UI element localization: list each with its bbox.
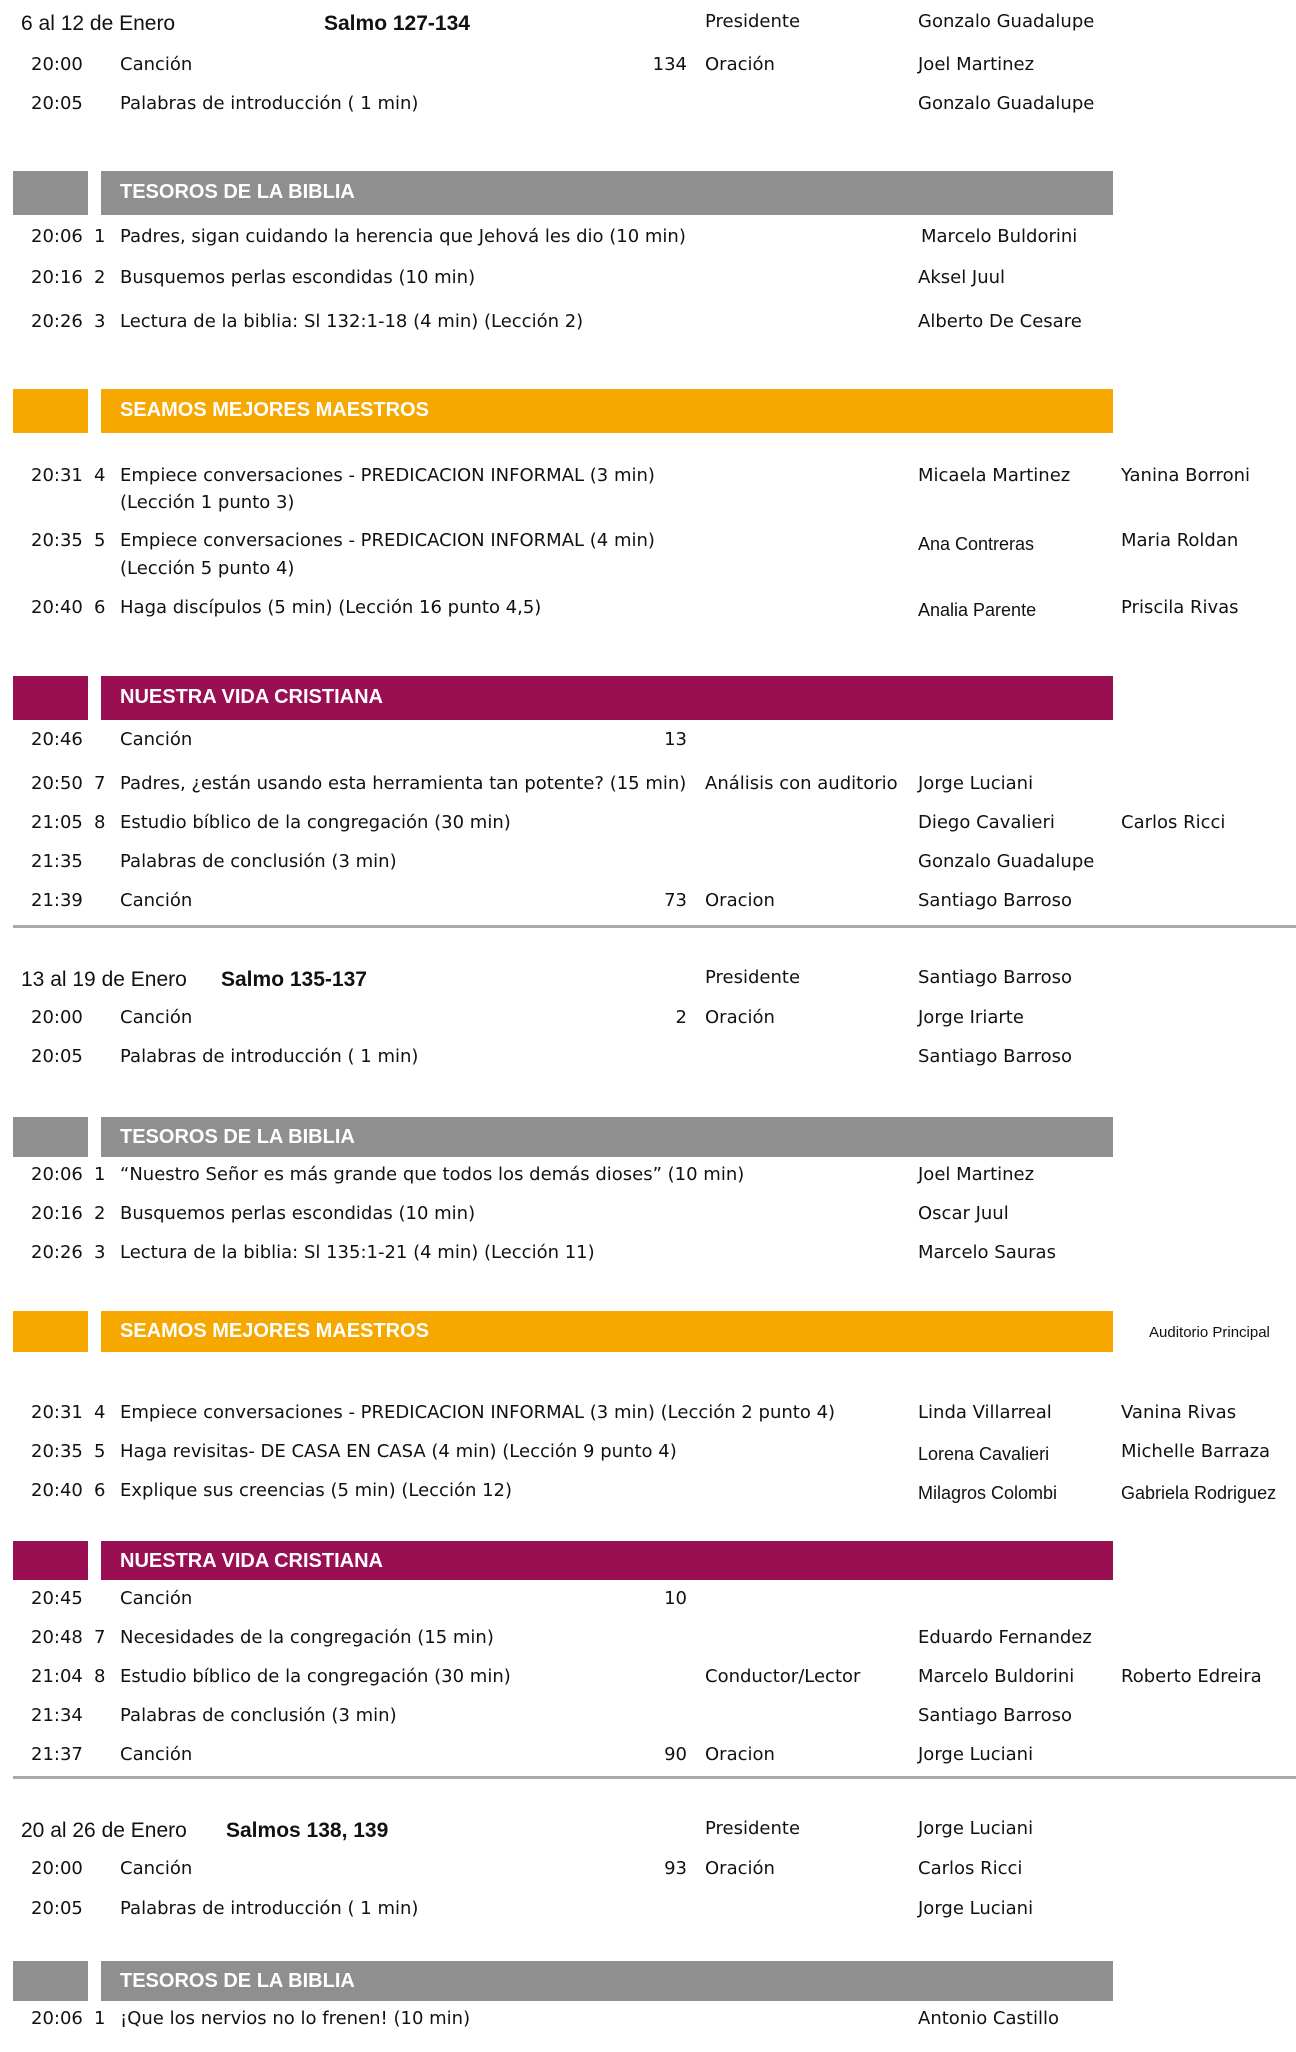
song-label: Canción: [120, 1858, 193, 1879]
part-number: 6: [94, 1480, 106, 1501]
assignee: Eduardo Fernandez: [918, 1627, 1092, 1648]
time: 20:40: [31, 1480, 83, 1501]
assignee: Joel Martinez: [918, 1164, 1035, 1185]
time: 20:16: [31, 1203, 83, 1224]
prayer-role: Oración: [705, 54, 775, 75]
chairman-role: Presidente: [705, 11, 801, 32]
part-number: 1: [94, 1164, 106, 1185]
part-label: Lectura de la biblia: Sl 135:1-21 (4 min) (Lección 11): [120, 1242, 595, 1263]
section-title: NUESTRA VIDA CRISTIANA: [120, 686, 383, 708]
song-number: 13: [664, 729, 687, 750]
part-label: Padres, sigan cuidando la herencia que Jehová les dio (10 min): [120, 226, 686, 247]
song-number: 134: [652, 54, 687, 75]
time: 20:06: [31, 226, 83, 247]
assistant: Roberto Edreira: [1121, 1666, 1262, 1687]
chairman-role: Presidente: [705, 967, 801, 988]
part-number: 8: [94, 812, 106, 833]
section-header-maestros: [13, 1311, 1113, 1352]
time: 20:00: [31, 1007, 83, 1028]
time: 20:35: [31, 1441, 83, 1462]
assignee: Alberto De Cesare: [918, 311, 1082, 332]
time: 20:46: [31, 729, 83, 750]
chairman-name: Jorge Luciani: [918, 1818, 1034, 1839]
part-number: 4: [94, 1402, 106, 1423]
part-number: 3: [94, 1242, 106, 1263]
section-header-tesoros: [13, 1117, 1113, 1157]
week-reading: Salmo 127-134: [324, 12, 470, 35]
chairman-name: Gonzalo Guadalupe: [918, 11, 1095, 32]
part-label: “Nuestro Señor es más grande que todos los demás dioses” (10 min): [120, 1164, 745, 1185]
assistant: Michelle Barraza: [1121, 1441, 1271, 1462]
prayer-role: Oracion: [705, 1744, 775, 1765]
part-number: 3: [94, 311, 106, 332]
part-number: 2: [94, 1203, 106, 1224]
time: 20:05: [31, 1046, 83, 1067]
prayer-name: Santiago Barroso: [918, 890, 1072, 911]
prayer-name: Carlos Ricci: [918, 1858, 1023, 1879]
assignee: Diego Cavalieri: [918, 812, 1055, 833]
intro-label: Palabras de introducción ( 1 min): [120, 1898, 419, 1919]
part-role: Conductor/Lector: [705, 1666, 861, 1687]
part-label: Necesidades de la congregación (15 min): [120, 1627, 494, 1648]
time: 20:00: [31, 1858, 83, 1879]
week-reading: Salmos 138, 139: [226, 1819, 389, 1842]
chairman-name: Santiago Barroso: [918, 967, 1072, 988]
part-label-line2: (Lección 1 punto 3): [120, 492, 295, 513]
song-number: 90: [664, 1744, 687, 1765]
time: 20:31: [31, 465, 83, 486]
part-number: 1: [94, 2008, 106, 2029]
time: 20:35: [31, 530, 83, 551]
intro-name: Jorge Luciani: [918, 1898, 1034, 1919]
song-number: 2: [675, 1007, 687, 1028]
assignee: Oscar Juul: [918, 1203, 1009, 1224]
part-number: 2: [94, 267, 106, 288]
section-title: NUESTRA VIDA CRISTIANA: [120, 1550, 383, 1572]
assistant: Carlos Ricci: [1121, 812, 1226, 833]
part-label: Empiece conversaciones - PREDICACION INFORMAL (3 min): [120, 465, 655, 486]
time: 20:26: [31, 311, 83, 332]
prayer-role: Oración: [705, 1007, 775, 1028]
section-header-tesoros: [13, 1961, 1113, 2001]
assignee: Micaela Martinez: [918, 465, 1071, 486]
part-label: Padres, ¿están usando esta herramienta tan potente? (15 min): [120, 773, 687, 794]
time: 20:31: [31, 1402, 83, 1423]
assignee: Aksel Juul: [918, 267, 1006, 288]
section-title: SEAMOS MEJORES MAESTROS: [120, 1320, 429, 1342]
part-label: Haga revisitas- DE CASA EN CASA (4 min) (Lección 9 punto 4): [120, 1441, 677, 1462]
assignee: Antonio Castillo: [918, 2008, 1059, 2029]
assignee: Milagros Colombi: [918, 1483, 1058, 1503]
hall-label: Auditorio Principal: [1149, 1324, 1270, 1341]
conclusion-label: Palabras de conclusión (3 min): [120, 1705, 397, 1726]
assistant: Maria Roldan: [1121, 530, 1239, 551]
part-number: 4: [94, 465, 106, 486]
time: 20:48: [31, 1627, 83, 1648]
prayer-role: Oración: [705, 1858, 775, 1879]
assignee: Lorena Cavalieri: [918, 1444, 1050, 1464]
part-label: Busquemos perlas escondidas (10 min): [120, 267, 476, 288]
song-label: Canción: [120, 1007, 193, 1028]
section-title: SEAMOS MEJORES MAESTROS: [120, 399, 429, 421]
intro-label: Palabras de introducción ( 1 min): [120, 93, 419, 114]
song-number: 10: [664, 1588, 687, 1609]
time: 20:45: [31, 1588, 83, 1609]
part-number: 7: [94, 773, 106, 794]
time: 20:50: [31, 773, 83, 794]
chairman-role: Presidente: [705, 1818, 801, 1839]
assistant: Gabriela Rodriguez: [1121, 1483, 1277, 1503]
part-number: 6: [94, 597, 106, 618]
prayer-name: Joel Martinez: [918, 54, 1035, 75]
song-label: Canción: [120, 54, 193, 75]
assignee: Jorge Luciani: [918, 773, 1034, 794]
time: 21:37: [31, 1744, 83, 1765]
assignee: Marcelo Buldorini: [921, 226, 1078, 247]
assistant: Vanina Rivas: [1121, 1402, 1237, 1423]
part-label: Empiece conversaciones - PREDICACION INFORMAL (3 min) (Lección 2 punto 4): [120, 1402, 836, 1423]
song-number: 73: [664, 890, 687, 911]
part-label: Busquemos perlas escondidas (10 min): [120, 1203, 476, 1224]
part-number: 1: [94, 226, 106, 247]
part-number: 7: [94, 1627, 106, 1648]
time: 20:00: [31, 54, 83, 75]
time: 20:06: [31, 1164, 83, 1185]
time: 21:34: [31, 1705, 83, 1726]
time: 20:40: [31, 597, 83, 618]
part-number: 5: [94, 1441, 106, 1462]
section-title: TESOROS DE LA BIBLIA: [120, 1126, 355, 1148]
section-header-tesoros: [13, 171, 1113, 215]
time: 21:35: [31, 851, 83, 872]
assistant: Priscila Rivas: [1121, 597, 1239, 618]
week-title: 13 al 19 de Enero: [21, 968, 187, 991]
section-title: TESOROS DE LA BIBLIA: [120, 1970, 355, 1992]
time: 21:05: [31, 812, 83, 833]
part-number: 5: [94, 530, 106, 551]
time: 20:26: [31, 1242, 83, 1263]
intro-name: Gonzalo Guadalupe: [918, 93, 1095, 114]
part-label: Lectura de la biblia: Sl 132:1-18 (4 min) (Lección 2): [120, 311, 584, 332]
assignee: Gonzalo Guadalupe: [918, 851, 1095, 872]
song-number: 93: [664, 1858, 687, 1879]
week-separator: [13, 925, 1296, 928]
time: 20:05: [31, 93, 83, 114]
part-label: Explique sus creencias (5 min) (Lección 12): [120, 1480, 513, 1501]
assignee: Marcelo Buldorini: [918, 1666, 1075, 1687]
time: 20:06: [31, 2008, 83, 2029]
part-role: Análisis con auditorio: [705, 773, 898, 794]
section-title: TESOROS DE LA BIBLIA: [120, 181, 355, 203]
assignee: Santiago Barroso: [918, 1705, 1072, 1726]
part-label: Estudio bíblico de la congregación (30 min): [120, 812, 511, 833]
intro-name: Santiago Barroso: [918, 1046, 1072, 1067]
song-label: Canción: [120, 1588, 193, 1609]
part-label-line2: (Lección 5 punto 4): [120, 558, 295, 579]
week-title: 6 al 12 de Enero: [21, 12, 176, 35]
assignee: Marcelo Sauras: [918, 1242, 1056, 1263]
assignee: Linda Villarreal: [918, 1402, 1052, 1423]
week-reading: Salmo 135-137: [221, 968, 367, 991]
part-label: Empiece conversaciones - PREDICACION INFORMAL (4 min): [120, 530, 655, 551]
assignee: Ana Contreras: [918, 534, 1035, 554]
time: 20:05: [31, 1898, 83, 1919]
song-label: Canción: [120, 1744, 193, 1765]
time: 20:16: [31, 267, 83, 288]
section-header-maestros: [13, 389, 1113, 433]
section-header-vida: [13, 1541, 1113, 1580]
song-label: Canción: [120, 729, 193, 750]
part-number: 8: [94, 1666, 106, 1687]
week-title: 20 al 26 de Enero: [21, 1819, 187, 1842]
section-header-vida: [13, 676, 1113, 720]
conclusion-label: Palabras de conclusión (3 min): [120, 851, 397, 872]
part-label: Estudio bíblico de la congregación (30 min): [120, 1666, 511, 1687]
time: 21:39: [31, 890, 83, 911]
assistant: Yanina Borroni: [1121, 465, 1250, 486]
prayer-name: Jorge Iriarte: [918, 1007, 1024, 1028]
prayer-role: Oracion: [705, 890, 775, 911]
prayer-name: Jorge Luciani: [918, 1744, 1034, 1765]
part-label: Haga discípulos (5 min) (Lección 16 punto 4,5): [120, 597, 542, 618]
part-label: ¡Que los nervios no lo frenen! (10 min): [120, 2008, 471, 2029]
intro-label: Palabras de introducción ( 1 min): [120, 1046, 419, 1067]
assignee: Analia Parente: [918, 600, 1037, 620]
week-separator: [13, 1776, 1296, 1779]
time: 21:04: [31, 1666, 83, 1687]
song-label: Canción: [120, 890, 193, 911]
